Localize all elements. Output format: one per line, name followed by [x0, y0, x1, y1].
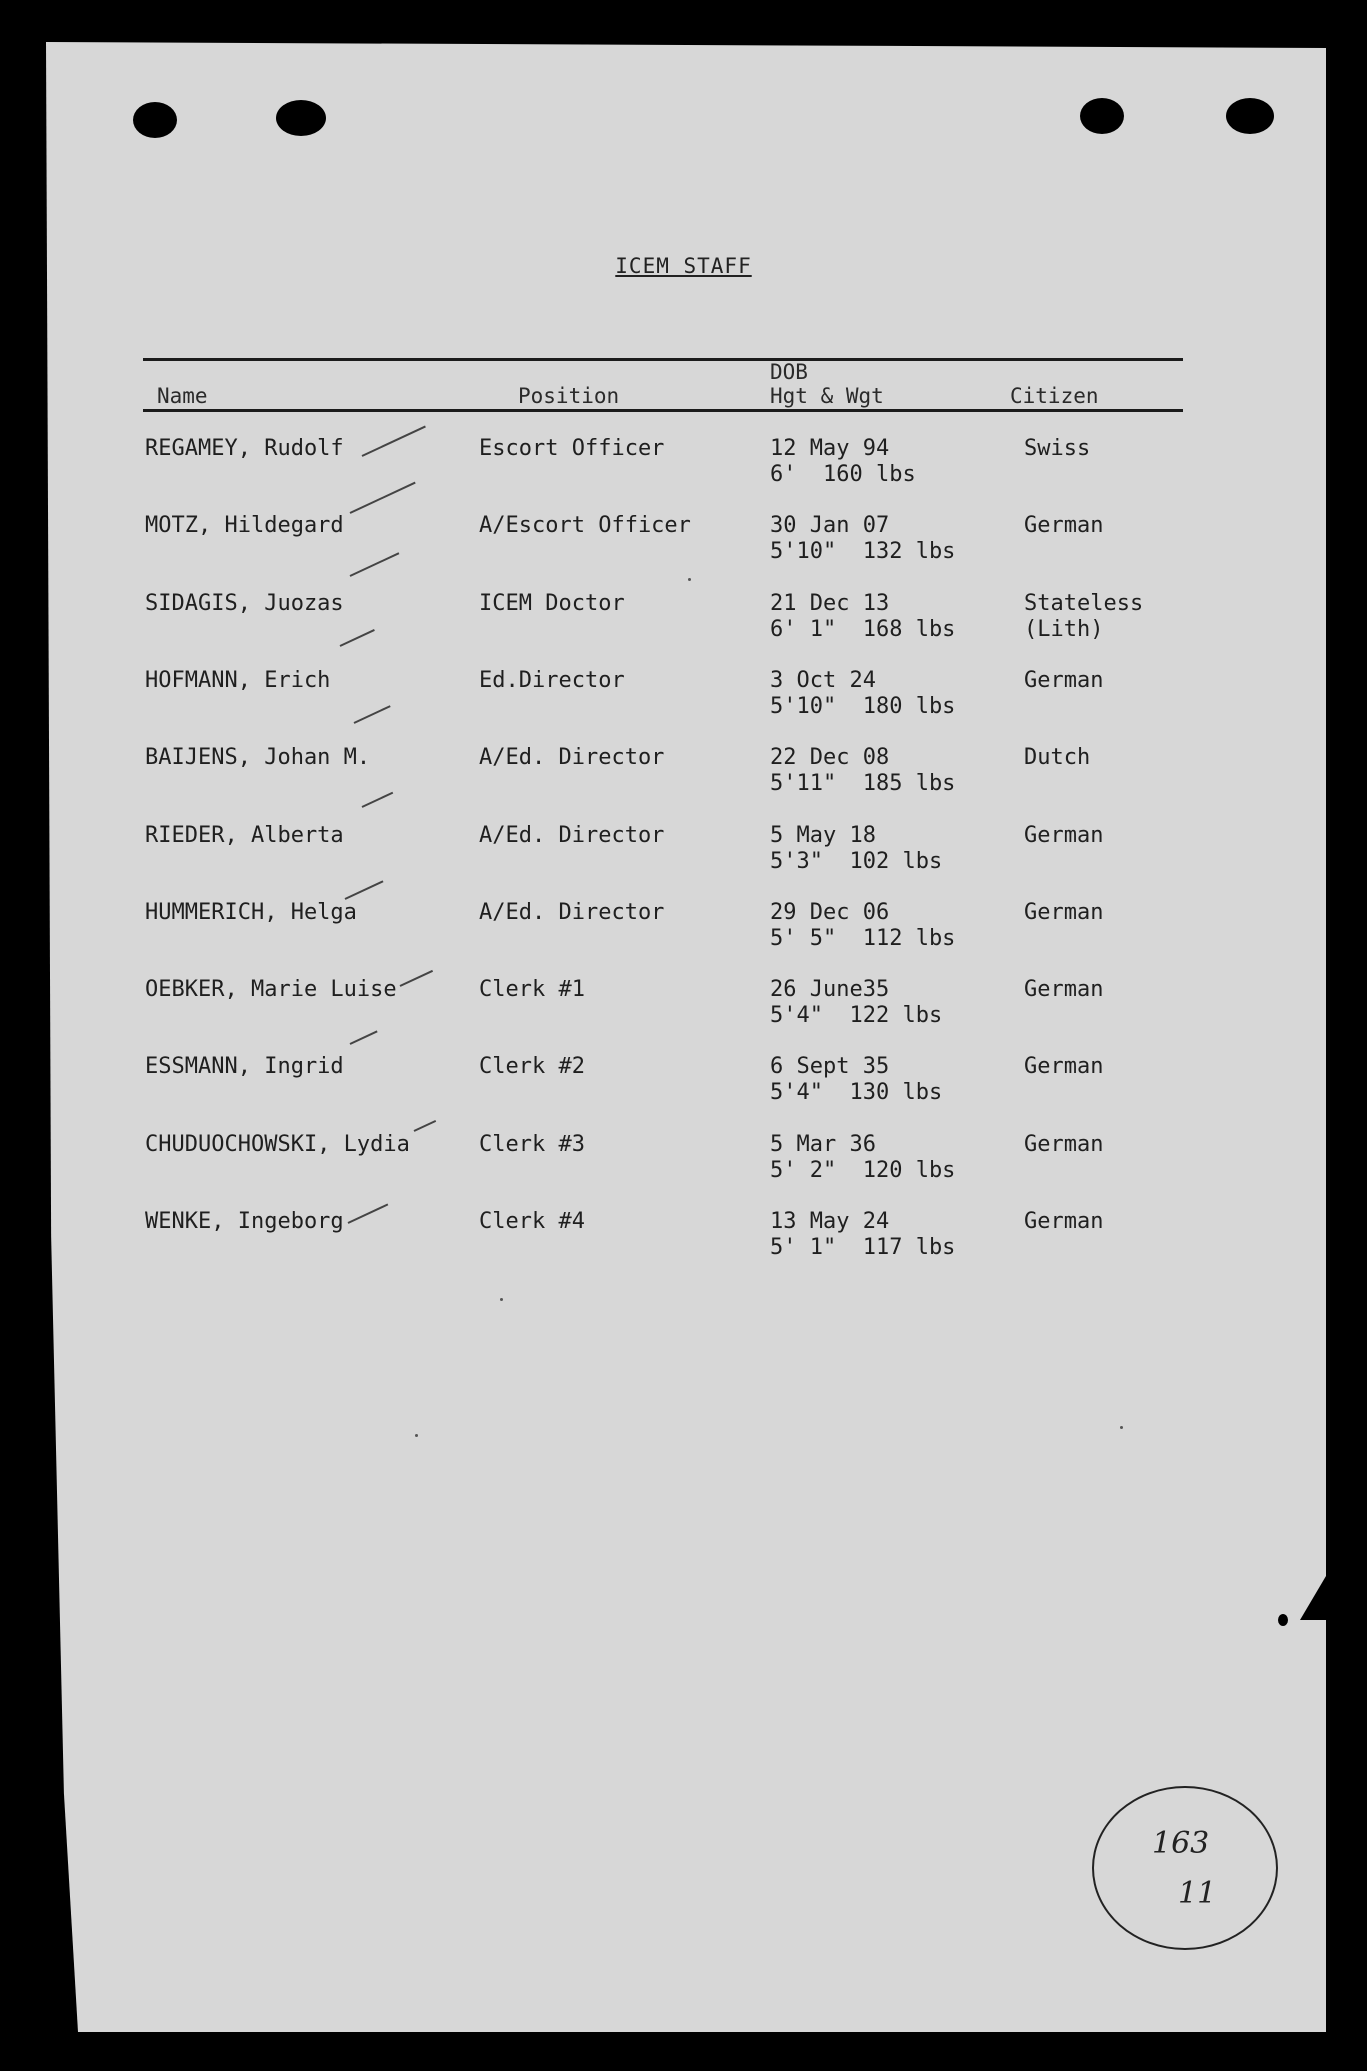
cell-position: Clerk #2	[479, 1054, 585, 1080]
cell-position: Clerk #4	[479, 1209, 585, 1234]
cell-citizen: German	[1024, 667, 1104, 693]
column-header-citizen: Citizen	[1010, 384, 1099, 408]
cell-dob: 5 May 18	[770, 822, 876, 848]
speck	[1120, 1426, 1123, 1429]
edge-mark	[1278, 1614, 1288, 1626]
cell-hgt-wgt: 6' 1" 168 lbs	[770, 616, 956, 642]
document-title: ICEM STAFF	[615, 254, 752, 278]
cell-position: Escort Officer	[479, 436, 665, 461]
cell-position: A/Ed. Director	[479, 822, 665, 848]
cell-citizen: German	[1024, 822, 1104, 848]
cell-dob: 26 June35	[770, 977, 890, 1003]
cell-dob: 29 Dec 06	[770, 899, 890, 925]
cell-hgt-wgt: 5' 5" 112 lbs	[770, 925, 956, 951]
cell-dob: 12 May 94	[770, 436, 890, 461]
cell-citizen: German	[1024, 977, 1104, 1003]
cell-position: A/Ed. Director	[479, 745, 665, 771]
cell-name: REGAMEY, Rudolf	[145, 436, 344, 461]
cell-hgt-wgt: 5'11" 185 lbs	[770, 771, 956, 797]
cell-name: MOTZ, Hildegard	[145, 513, 344, 539]
cell-position: A/Ed. Director	[479, 899, 665, 925]
cell-dob: 22 Dec 08	[770, 745, 890, 771]
cell-position: A/Escort Officer	[479, 513, 691, 539]
cell-name: HOFMANN, Erich	[145, 667, 331, 693]
cell-dob: 5 Mar 36	[770, 1131, 876, 1157]
punch-hole	[1226, 98, 1274, 134]
cell-dob: 3 Oct 24	[770, 667, 876, 693]
cell-dob: 13 May 24	[770, 1209, 890, 1234]
cell-name: OEBKER, Marie Luise	[145, 977, 397, 1003]
speck	[688, 578, 691, 581]
cell-name: ESSMANN, Ingrid	[145, 1054, 344, 1080]
cell-position: Clerk #3	[479, 1131, 585, 1157]
cell-dob: 21 Dec 13	[770, 590, 890, 616]
speck	[415, 1434, 418, 1437]
cell-dob: 30 Jan 07	[770, 513, 890, 539]
punch-hole	[276, 100, 326, 136]
cell-citizen: German	[1024, 1131, 1104, 1157]
cell-hgt-wgt: 5'10" 132 lbs	[770, 539, 956, 565]
cell-citizen: Swiss	[1024, 436, 1091, 461]
cell-hgt-wgt: 5' 2" 120 lbs	[770, 1157, 956, 1183]
cell-position: Ed.Director	[479, 667, 625, 693]
document-page	[46, 42, 1326, 2032]
cell-citizen: German	[1024, 1209, 1104, 1234]
punch-hole	[133, 102, 177, 138]
cell-dob: 6 Sept 35	[770, 1054, 890, 1080]
speck	[500, 1298, 503, 1301]
header-rule-top	[143, 358, 1183, 361]
cell-name: WENKE, Ingeborg	[145, 1209, 344, 1234]
page-number-line2: 11	[1178, 1876, 1217, 1911]
header-rule-bottom	[143, 409, 1183, 412]
cell-position: ICEM Doctor	[479, 590, 625, 616]
cell-name: HUMMERICH, Helga	[145, 899, 357, 925]
cell-hgt-wgt: 6' 160 lbs	[770, 462, 916, 487]
cell-citizen: German	[1024, 1054, 1104, 1080]
column-header-position: Position	[518, 384, 620, 408]
cell-citizen: Stateless	[1024, 590, 1144, 616]
page-number-line1: 163	[1152, 1826, 1210, 1861]
circled-page-number	[1092, 1786, 1278, 1950]
cell-hgt-wgt: 5'10" 180 lbs	[770, 693, 956, 719]
cell-hgt-wgt: 5'3" 102 lbs	[770, 848, 943, 874]
cell-hgt-wgt: 5' 1" 117 lbs	[770, 1235, 956, 1260]
cell-citizen2: (Lith)	[1024, 616, 1104, 642]
cell-citizen: German	[1024, 899, 1104, 925]
cell-hgt-wgt: 5'4" 130 lbs	[770, 1080, 943, 1106]
cell-citizen: Dutch	[1024, 745, 1091, 771]
cell-hgt-wgt: 5'4" 122 lbs	[770, 1003, 943, 1029]
cell-name: BAIJENS, Johan M.	[145, 745, 371, 771]
cell-citizen: German	[1024, 513, 1104, 539]
column-header-name: Name	[157, 384, 208, 408]
column-header-hgt-wgt: Hgt & Wgt	[770, 384, 884, 408]
cell-name: RIEDER, Alberta	[145, 822, 344, 848]
cell-name: SIDAGIS, Juozas	[145, 590, 344, 616]
cell-position: Clerk #1	[479, 977, 585, 1003]
column-header-dob: DOB	[770, 360, 808, 384]
cell-name: CHUDUOCHOWSKI, Lydia	[145, 1131, 410, 1157]
punch-hole	[1080, 98, 1124, 134]
